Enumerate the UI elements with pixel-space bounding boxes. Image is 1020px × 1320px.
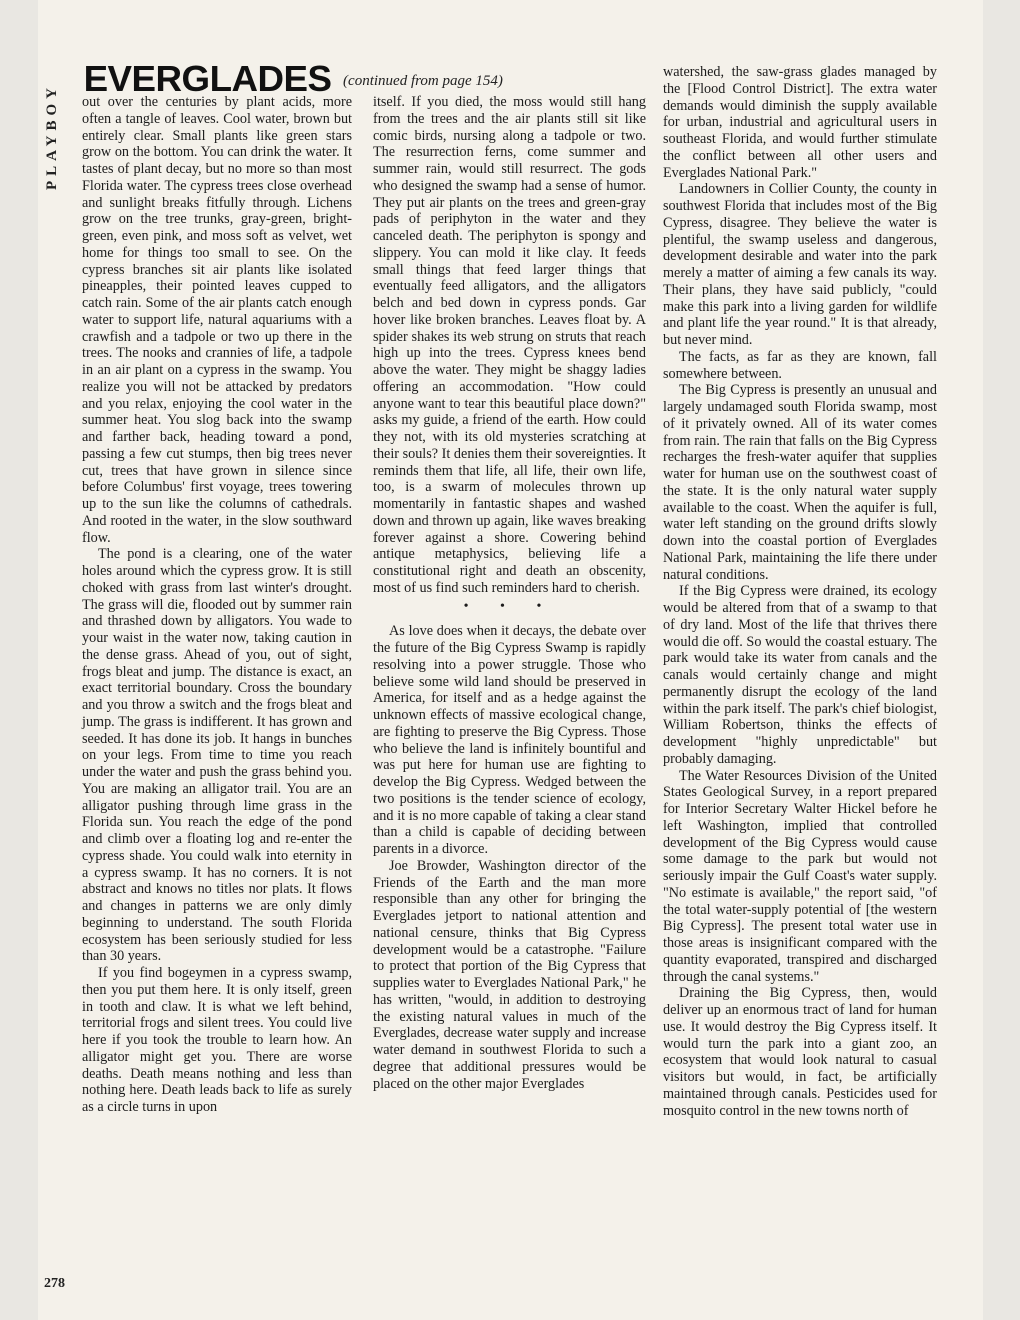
magazine-name-vertical: PLAYBOY xyxy=(44,83,60,191)
page-number: 278 xyxy=(44,1276,65,1291)
paragraph: As love does when it decays, the debate over the future of the Big Cypress Swamp is rapidly resolving into a power struggle. Those who believe some wild land should be preserved in America, for itself and as a hedge against the unknown effects of massive ecological change, are fighting to preserve the Big Cypress. Those who believe the land is infinitely bountiful and was put here for human use are fighting to develop the Big Cypress. Wedged between the two positions is the tender science of ecology, and it is no more capable of taking a clear stand than a child is capable of deciding between parents in a divorce. xyxy=(373,623,646,857)
continued-note: (continued from page 154) xyxy=(343,73,503,89)
text-column-1 xyxy=(82,94,352,1116)
paragraph: The facts, as far as they are known, fall somewhere between. xyxy=(663,348,937,382)
paragraph: The pond is a clearing, one of the water holes around which the cypress grow. It is still choked with grass from last winter's drought. The grass will die, flooded out by summer rain and thrashed down by alligators. You wade to your waist in the water now, taking caution in the dense grass. Ahead of you, out of sight, frogs bleat and jump. The distance is exact, an exact territorial boundary. Cross the boundary and you throw a switch and the frogs bleat and jump. The grass is indifferent. It has grown and seeded. It has done its job. It hangs in bunches on your legs. From time to time you reach under the water and push the grass behind you. You are making an alligator trail. You are an alligator pushing through lime grass in the Florida sun. You reach the edge of the pond and climb over a floating log and re-enter the cypress shade. You could walk into eternity in a cypress swamp. It has no corners. It is not abstract and knows no titles nor plats. It flows and changes in patterns we are only dimly beginning to understand. The south Florida ecosystem has been seriously studied for less than 30 years. xyxy=(82,546,352,965)
paragraph: itself. If you died, the moss would still hang from the trees and the air plants still sit like comic birds, nursing along a tadpole or two. The resurrection ferns, come summer and summer rain, would still resurrect. The gods who designed the swamp had a sense of humor. They put air plants on the trees and green-gray pads of periphyton in the water and they canceled death. The periphyton is spongy and slippery. You can mold it like clay. It feeds small things that feed larger things that eventually feed alligators, and the alligators belch and bed down in cypress ponds. Gar hover like broken branches. Leaves float by. A spider shakes its web strung on struts that reach high up into the trees. Cypress knees bend above the water. They might be shaggy ladies offering an accommodation. "How could anyone want to tear this beautiful place down?" asks my guide, a friend of the earth. How could they not, with its old mysteries scratching at their souls? It denies them their sovereignties. It reminds them that life, all life, their own life, too, is a swarm of molecules thrown up momentarily in fantastic shapes and washed down and thrown up again, like waves breaking forever against a shore. Cowering behind antique metaphysics, believing life a constitutional right and death an obscenity, most of us find such reminders hard to cherish. xyxy=(373,94,646,596)
paragraph: watershed, the saw-grass glades managed by the [Flood Control District]. The extra water demands would diminish the supply available for urban, industrial and agricultural users in southeast Florida, and would further stimulate the conflict between all other users and Everglades National Park." xyxy=(663,64,937,181)
paragraph: If the Big Cypress were drained, its ecology would be altered from that of a swamp to that of dry land. Most of the life that thrives there would die off. So would the coastal estuary. The park would take its water from canals and the canals would certainly change and might permanently disrupt the ecology of the land within the park itself. The park's chief biologist, William Robertson, thinks the effects of development "highly unpredictable" but probably damaging. xyxy=(663,583,937,767)
text-column-3 xyxy=(663,64,937,1119)
paragraph: The Big Cypress is presently an unusual and largely undamaged south Florida swamp, most of it privately owned. All of its water comes from rain. The rain that falls on the Big Cypress recharges the fresh-water aquifer that supplies water for human use on the southwest coast of the state. It is the only natural water supply available to the coast. When the aquifer is full, water left standing on the ground drifts slowly down into the coastal portion of Everglades National Park, maintaining the life there under natural conditions. xyxy=(663,382,937,583)
paragraph: out over the centuries by plant acids, more often a tangle of leaves. Cool water, brown but entirely clear. Small plants like green stars grow on the bottom. You can drink the water. It tastes of plant decay, but no more so than most Florida water. The cypress trees close overhead and sunlight breaks fitfully through. Lichens grow on the tree trunks, gray-green, bright-green, even pink, and moss soft as velvet, wet home for things too small to see. On the cypress branches sit air plants like isolated pineapples, their pointed leaves cupped to catch rain. Some of the air plants catch enough water to support life, natural aquariums with a crawfish and a tadpole or two up there in the trees. The nooks and crannies of life, a tadpole in an air plant on a cypress in the swamp. You realize you will not be attacked by predators and you relax, enjoying the cool water in the summer heat. You slog back into the swamp and farther back, heading toward a pond, passing a few cut stumps, then big trees never cut, trees that have grown in silence since before Columbus' first voyage, trees towering up to the sun like the columns of cathedrals. And rooted in the water, in the slow southward flow. xyxy=(82,94,352,546)
paragraph: Draining the Big Cypress, then, would deliver up an enormous tract of land for human use. It would destroy the Big Cypress itself. It would turn the park into a giant zoo, an ecosystem that would look natural to casual visitors but would, in fact, be artificially maintained through canals. Pesticides used for mosquito control in the new towns north of xyxy=(663,985,937,1119)
article-title: EVERGLADES xyxy=(83,58,332,99)
paragraph: The Water Resources Division of the United States Geological Survey, in a report prepared for Interior Secretary Walter Hickel before he left Washington, implied that controlled development of the Big Cypress would cause some damage to the park but would not seriously impair the Gulf Coast's water supply. "No estimate is available," the report said, "of the total water-supply potential of [the western Big Cypress]. The present total water use in those areas is insignificant compared with the quantity evaporated, transpired and discharged through the canal systems." xyxy=(663,767,937,985)
paragraph: Landowners in Collier County, the county in southwest Florida that includes most of the Big Cypress, disagree. They believe the water is plentiful, the swamp useless and dangerous, development desirable and water into the park merely a matter of aiming a few canals its way. Their plans, they have said publicly, "could make this park into a living garden for wildlife and plant life the year round." It is that already, but never mind. xyxy=(663,181,937,348)
section-separator: • • • xyxy=(463,598,556,614)
paragraph: If you find bogeymen in a cypress swamp, then you put them here. It is only itself, green in tooth and claw. It is what we left behind, territorial frogs and silent trees. You could live here if you took the trouble to learn how. An alligator might get you. There are worse deaths. Death means nothing and less than nothing here. Death leads back to life as surely as a circle turns in upon xyxy=(82,965,352,1115)
paragraph: Joe Browder, Washington director of the Friends of the Earth and the man more responsible than any other for bringing the Everglades jetport to national attention and national censure, thinks that Big Cypress development would be a catastrophe. "Failure to protect that portion of the Big Cypress that supplies water to Everglades National Park," he has written, "would, in addition to destroying the existing natural values in much of the Everglades, decrease water supply and increase water demand in southwest Florida to such a degree that additional pressures would be placed on the other major Everglades xyxy=(373,857,646,1092)
text-column-2 xyxy=(373,94,646,1092)
